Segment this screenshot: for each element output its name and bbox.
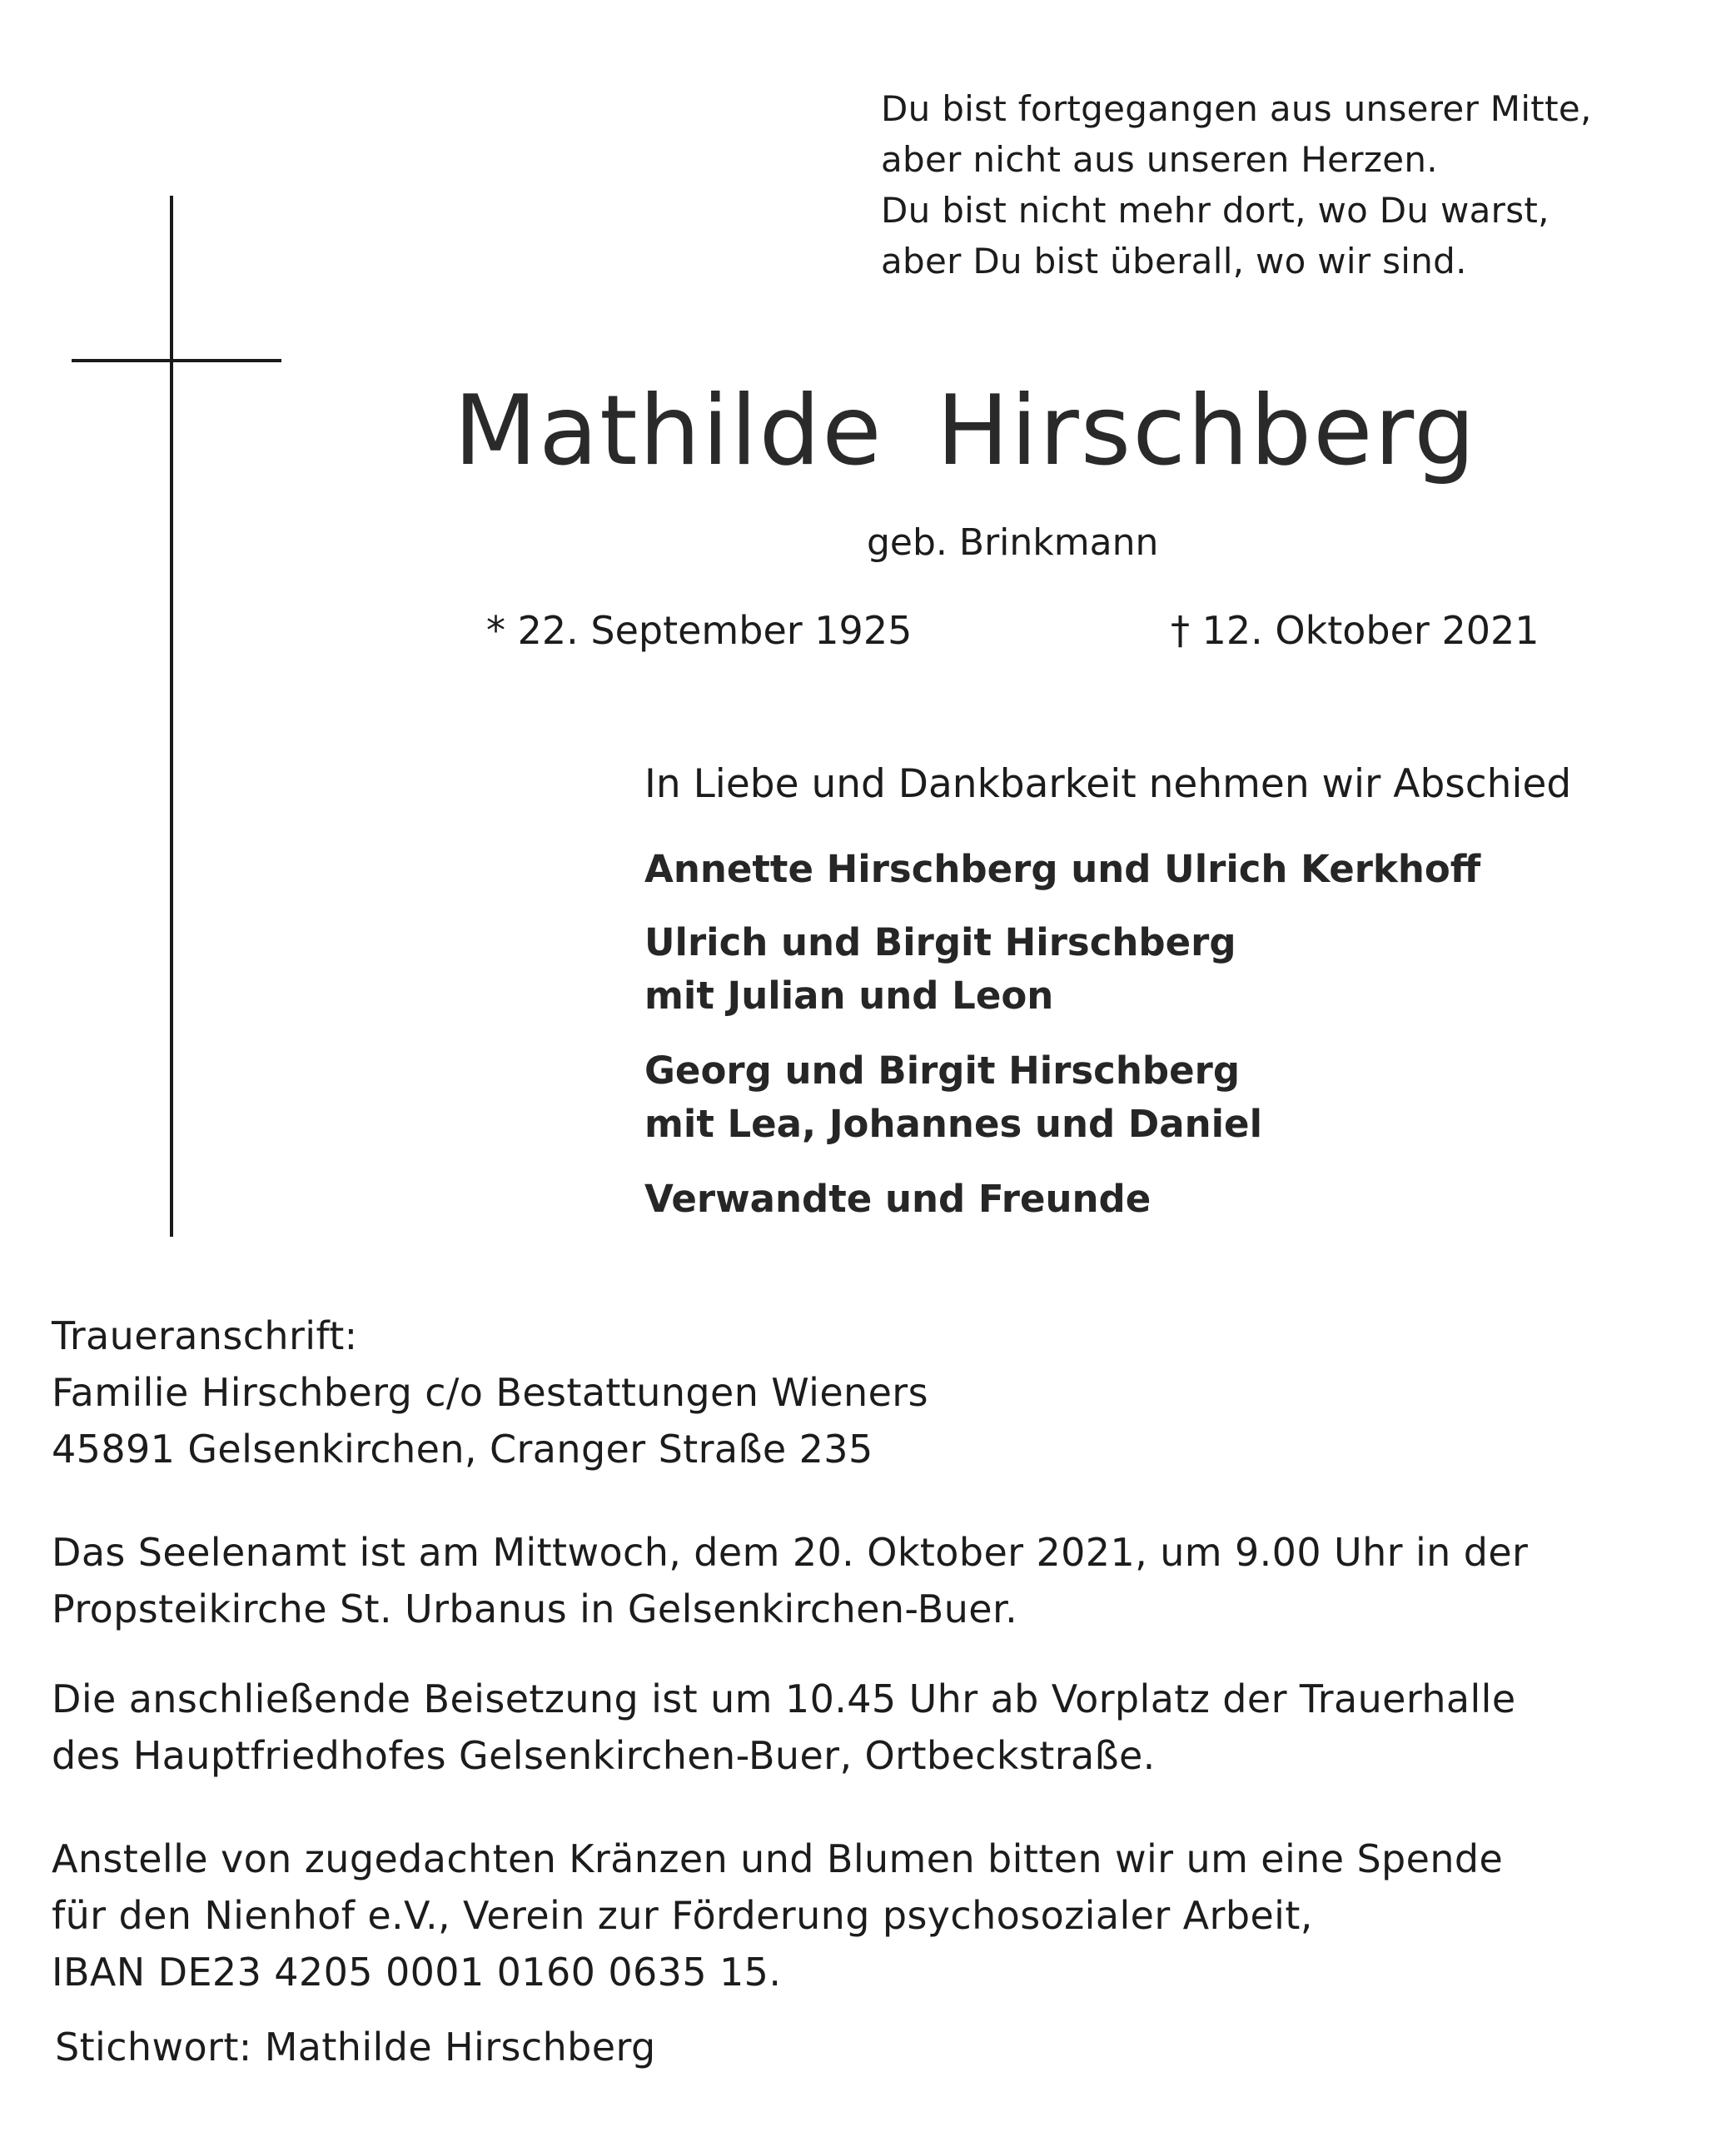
donation-info [52, 1831, 1503, 2000]
burial-info [52, 1671, 1516, 1784]
requiem-line: Propsteikirche St. Urbanus in Gelsenkirchen-Buer. [52, 1587, 1018, 1631]
birth-name: geb. Brinkmann [867, 521, 1159, 564]
donation-keyword: Stichwort: Mathilde Hirschberg [55, 2025, 656, 2070]
mourner-line: mit Julian und Leon [644, 974, 1054, 1018]
burial-line: des Hauptfriedhofes Gelsenkirchen-Buer, Ortbeckstraße. [52, 1733, 1156, 1778]
deceased-name [454, 373, 1477, 490]
birth-date: * 22. September 1925 [486, 608, 913, 653]
requiem-line: Das Seelenamt ist am Mittwoch, dem 20. Oktober 2021, um 9.00 Uhr in der [52, 1530, 1529, 1575]
address-line: 45891 Gelsenkirchen, Cranger Straße 235 [52, 1427, 873, 1472]
poem-line: aber nicht aus unseren Herzen. [881, 139, 1438, 180]
poem-line: Du bist nicht mehr dort, wo Du warst, [881, 190, 1549, 231]
farewell-text: In Liebe und Dankbarkeit nehmen wir Abschied [644, 761, 1572, 807]
donation-line: für den Nienhof e.V., Verein zur Förderung psychosozialer Arbeit, [52, 1893, 1313, 1938]
mourner-line: mit Lea, Johannes und Daniel [644, 1102, 1262, 1146]
mourner-line: Georg und Birgit Hirschberg [644, 1049, 1241, 1093]
mourner-line: Annette Hirschberg und Ulrich Kerkhoff [644, 847, 1481, 891]
mourner-line: Ulrich und Birgit Hirschberg [644, 920, 1236, 964]
address-line: Familie Hirschberg c/o Bestattungen Wieners [52, 1370, 928, 1415]
requiem-info [52, 1524, 1528, 1637]
donation-line: IBAN DE23 4205 0001 0160 0635 15. [52, 1950, 782, 1995]
address-label: Traueranschrift: [52, 1313, 358, 1358]
burial-line: Die anschließende Beisetzung ist um 10.45 Uhr ab Vorplatz der Trauerhalle [52, 1676, 1516, 1721]
mourner-line: Verwandte und Freunde [644, 1177, 1152, 1221]
last-name: Hirschberg [936, 375, 1477, 487]
donation-line: Anstelle von zugedachten Kränzen und Blumen bitten wir um eine Spende [52, 1836, 1504, 1881]
poem-line: aber Du bist überall, wo wir sind. [881, 241, 1467, 281]
poem [881, 83, 1592, 286]
poem-line: Du bist fortgegangen aus unserer Mitte, [881, 88, 1592, 129]
death-date: † 12. Oktober 2021 [1171, 608, 1540, 653]
first-name: Mathilde [454, 375, 883, 487]
mourning-address [52, 1308, 928, 1477]
cross-horizontal-bar [72, 359, 281, 362]
cross-vertical-bar [170, 196, 173, 1237]
